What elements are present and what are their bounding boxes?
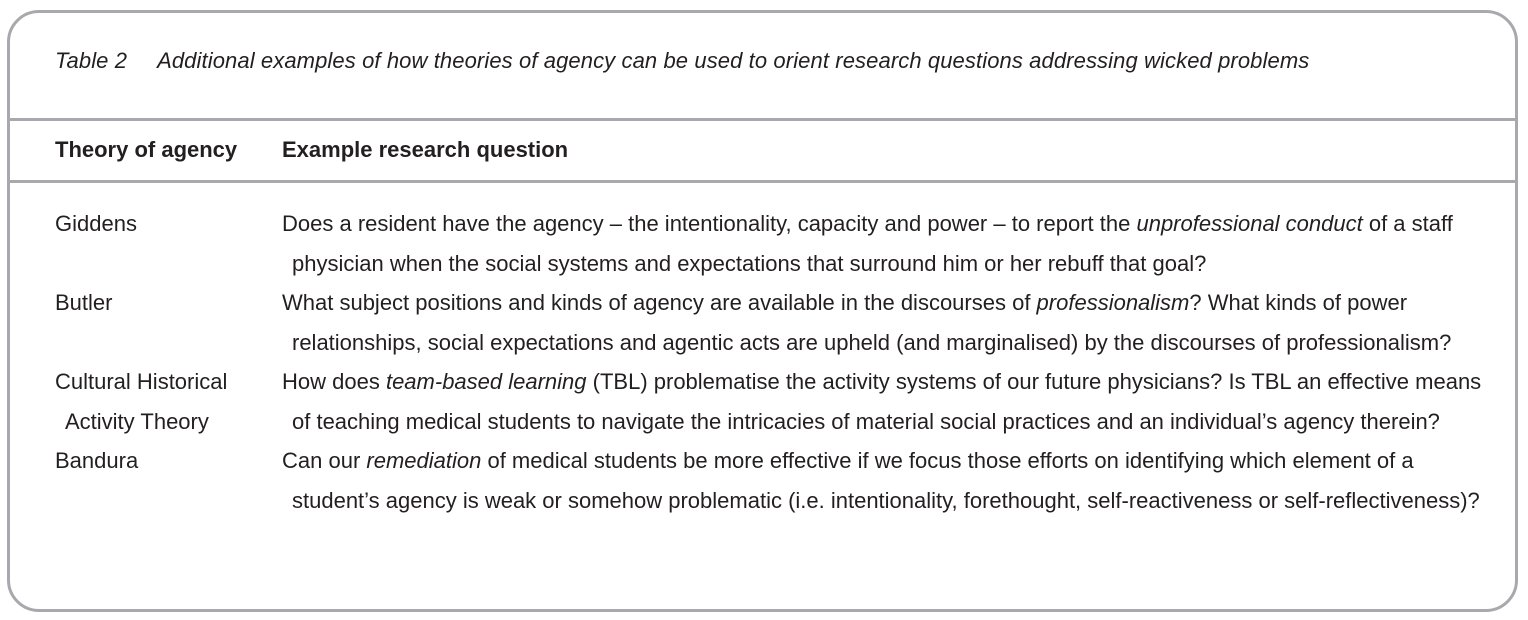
table-row — [55, 283, 1505, 362]
table-row — [55, 362, 1505, 441]
table-header-rule — [10, 180, 1515, 183]
table-top-rule — [10, 118, 1515, 121]
question-text: Does a resident have the agency – the intentionality, capacity and power – to report the — [282, 211, 1137, 236]
question-cell — [282, 441, 1505, 520]
header-theory-of-agency: Theory of agency — [55, 137, 238, 162]
question-text: What subject positions and kinds of agency are available in the discourses of — [282, 290, 1037, 315]
question-text: (TBL) problematise the activity systems of our future physicians? Is TBL an effective means of teaching medical students to navigate the intricacies of material social practices and an individual’s agency therein? — [292, 369, 1482, 434]
question-text: How does — [282, 369, 386, 394]
table-row — [55, 204, 1505, 283]
header-example-research-question: Example research question — [282, 137, 569, 162]
theory-cell: Bandura — [55, 448, 139, 473]
question-cell — [282, 204, 1505, 283]
question-cell — [282, 283, 1505, 362]
table-caption — [55, 48, 1309, 74]
table-body — [55, 204, 1505, 520]
question-text: of medical students be more effective if we focus those efforts on identifying which element of a student’s agency is weak or somehow problematic (i.e. intentionality, forethought, self-reactiveness or self-reflectiveness)? — [292, 448, 1480, 513]
table-frame — [7, 10, 1518, 612]
theory-cell: Butler — [55, 290, 113, 315]
theory-cell: Cultural Historical Activity Theory — [55, 369, 228, 434]
table-row — [55, 441, 1505, 520]
question-emphasis: remediation — [366, 448, 482, 473]
question-text: ? What kinds of power relationships, social expectations and agentic acts are upheld (and marginalised) by the discourses of professionalism? — [292, 290, 1452, 355]
table-caption-label: Table 2 — [55, 48, 128, 73]
question-cell — [282, 362, 1505, 441]
question-text: Can our — [282, 448, 367, 473]
table-caption-title: Additional examples of how theories of agency can be used to orient research questions addressing wicked problems — [157, 48, 1310, 73]
question-emphasis: team-based learning — [385, 369, 587, 394]
theory-cell: Giddens — [55, 211, 137, 236]
question-emphasis: unprofessional conduct — [1136, 211, 1363, 236]
question-text: of a staff physician when the social systems and expectations that surround him or her rebuff that goal? — [292, 211, 1453, 276]
question-emphasis: professionalism — [1036, 290, 1190, 315]
